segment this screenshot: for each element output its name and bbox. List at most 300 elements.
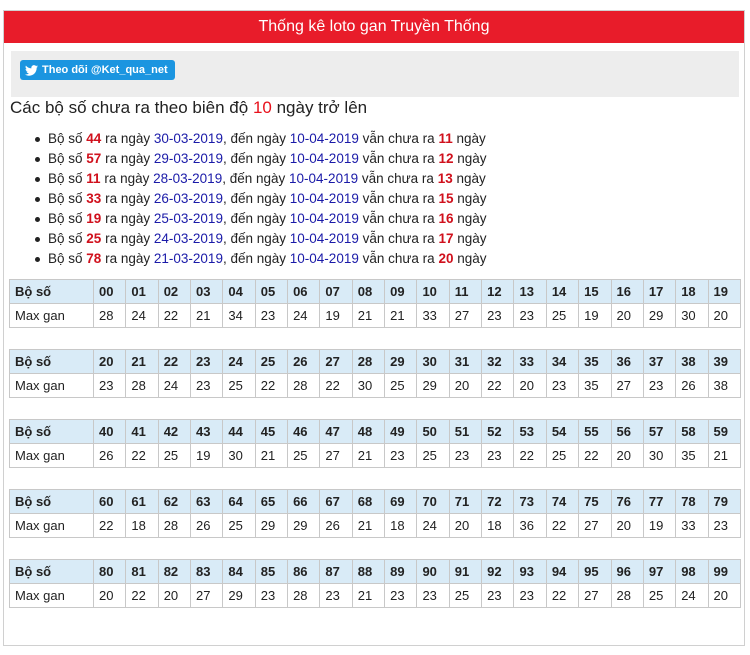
number-cell: 31 bbox=[449, 350, 481, 374]
label-ra-ngay: ra ngày bbox=[105, 131, 151, 146]
row-label: Max gan bbox=[10, 584, 94, 608]
number-cell: 10 bbox=[417, 280, 449, 304]
to-date: 10-04-2019 bbox=[289, 171, 359, 186]
max-gan-cell: 20 bbox=[611, 444, 643, 468]
number-cell: 64 bbox=[223, 490, 255, 514]
number-cell: 52 bbox=[482, 420, 514, 444]
max-gan-cell: 23 bbox=[546, 374, 578, 398]
row-label: Max gan bbox=[10, 514, 94, 538]
list-item bbox=[32, 229, 487, 249]
number-cell: 76 bbox=[611, 490, 643, 514]
max-gan-cell: 27 bbox=[611, 374, 643, 398]
number-cell: 41 bbox=[126, 420, 158, 444]
max-gan-cell: 20 bbox=[94, 584, 126, 608]
number-cell: 91 bbox=[449, 560, 481, 584]
max-gan-cell: 25 bbox=[546, 444, 578, 468]
list-item bbox=[32, 169, 487, 189]
max-gan-cell: 33 bbox=[417, 304, 449, 328]
label-ra-ngay: ra ngày bbox=[105, 211, 151, 226]
label-den-ngay: , đến ngày bbox=[222, 231, 287, 246]
number-cell: 69 bbox=[385, 490, 417, 514]
max-gan-cell: 19 bbox=[643, 514, 675, 538]
table-row bbox=[10, 304, 741, 328]
max-gan-cell: 22 bbox=[126, 444, 158, 468]
number-cell: 88 bbox=[352, 560, 384, 584]
max-gan-cell: 23 bbox=[385, 584, 417, 608]
number-cell: 49 bbox=[385, 420, 417, 444]
max-gan-cell: 21 bbox=[191, 304, 223, 328]
heading-prefix: Các bộ số chưa ra theo biên độ bbox=[10, 98, 253, 117]
number-cell: 42 bbox=[158, 420, 190, 444]
table-row bbox=[10, 490, 741, 514]
table-row bbox=[10, 374, 741, 398]
number-cell: 72 bbox=[482, 490, 514, 514]
max-gan-cell: 21 bbox=[385, 304, 417, 328]
max-gan-cell: 21 bbox=[352, 304, 384, 328]
max-gan-cell: 23 bbox=[708, 514, 740, 538]
number-cell: 51 bbox=[449, 420, 481, 444]
row-label: Max gan bbox=[10, 444, 94, 468]
max-gan-cell: 27 bbox=[449, 304, 481, 328]
number-cell: 56 bbox=[611, 420, 643, 444]
number-cell: 54 bbox=[546, 420, 578, 444]
number-cell: 68 bbox=[352, 490, 384, 514]
row-label: Max gan bbox=[10, 304, 94, 328]
label-ngay: ngày bbox=[457, 151, 487, 166]
label-ra-ngay: ra ngày bbox=[105, 251, 151, 266]
header-label: Bộ số bbox=[10, 420, 94, 444]
max-gan-cell: 29 bbox=[417, 374, 449, 398]
number-cell: 17 bbox=[643, 280, 675, 304]
number-cell: 80 bbox=[94, 560, 126, 584]
number-cell: 96 bbox=[611, 560, 643, 584]
number-cell: 35 bbox=[579, 350, 611, 374]
from-date: 24-03-2019 bbox=[153, 231, 223, 246]
max-gan-cell: 25 bbox=[158, 444, 190, 468]
max-gan-cell: 25 bbox=[643, 584, 675, 608]
number-cell: 67 bbox=[320, 490, 352, 514]
max-gan-cell: 22 bbox=[126, 584, 158, 608]
label-van-chua-ra: vẫn chưa ra bbox=[362, 231, 435, 246]
max-gan-cell: 23 bbox=[385, 444, 417, 468]
label-ra-ngay: ra ngày bbox=[104, 171, 150, 186]
table-row bbox=[10, 514, 741, 538]
label-den-ngay: , đến ngày bbox=[222, 151, 287, 166]
number-cell: 27 bbox=[320, 350, 352, 374]
number-cell: 47 bbox=[320, 420, 352, 444]
number-cell: 70 bbox=[417, 490, 449, 514]
number-cell: 63 bbox=[191, 490, 223, 514]
max-gan-cell: 25 bbox=[417, 444, 449, 468]
max-gan-cell: 24 bbox=[676, 584, 708, 608]
number-cell: 87 bbox=[320, 560, 352, 584]
days-count: 13 bbox=[437, 171, 453, 186]
number-cell: 01 bbox=[126, 280, 158, 304]
number-cell: 59 bbox=[708, 420, 740, 444]
to-date: 10-04-2019 bbox=[289, 211, 359, 226]
max-gan-cell: 22 bbox=[579, 444, 611, 468]
max-gan-cell: 21 bbox=[352, 584, 384, 608]
label-den-ngay: , đến ngày bbox=[222, 131, 287, 146]
number-cell: 32 bbox=[482, 350, 514, 374]
from-date: 26-03-2019 bbox=[153, 191, 223, 206]
from-date: 25-03-2019 bbox=[153, 211, 223, 226]
max-gan-cell: 28 bbox=[288, 374, 320, 398]
table-row bbox=[10, 420, 741, 444]
max-gan-cell: 21 bbox=[255, 444, 287, 468]
max-gan-cell: 23 bbox=[449, 444, 481, 468]
number-cell: 30 bbox=[417, 350, 449, 374]
days-count: 15 bbox=[438, 191, 454, 206]
number-cell: 61 bbox=[126, 490, 158, 514]
table-row bbox=[10, 280, 741, 304]
max-gan-cell: 28 bbox=[288, 584, 320, 608]
number-cell: 21 bbox=[126, 350, 158, 374]
number-cell: 58 bbox=[676, 420, 708, 444]
max-gan-cell: 23 bbox=[482, 444, 514, 468]
number-cell: 37 bbox=[643, 350, 675, 374]
days-count: 17 bbox=[438, 231, 454, 246]
max-gan-cell: 22 bbox=[514, 444, 546, 468]
max-gan-cell: 19 bbox=[191, 444, 223, 468]
max-gan-cell: 26 bbox=[676, 374, 708, 398]
main-panel bbox=[3, 10, 745, 646]
max-gan-cell: 22 bbox=[255, 374, 287, 398]
number-cell: 09 bbox=[385, 280, 417, 304]
number-cell: 40 bbox=[94, 420, 126, 444]
list-item bbox=[32, 149, 487, 169]
header-label: Bộ số bbox=[10, 280, 94, 304]
number-cell: 46 bbox=[288, 420, 320, 444]
max-gan-cell: 25 bbox=[288, 444, 320, 468]
max-gan-cell: 19 bbox=[320, 304, 352, 328]
max-gan-tables bbox=[9, 279, 741, 629]
max-gan-cell: 23 bbox=[514, 584, 546, 608]
max-gan-cell: 27 bbox=[579, 584, 611, 608]
lottery-number: 25 bbox=[86, 231, 102, 246]
max-gan-table bbox=[9, 419, 741, 468]
max-gan-cell: 33 bbox=[676, 514, 708, 538]
max-gan-cell: 20 bbox=[449, 374, 481, 398]
number-cell: 95 bbox=[579, 560, 611, 584]
number-cell: 19 bbox=[708, 280, 740, 304]
max-gan-cell: 23 bbox=[191, 374, 223, 398]
list-item bbox=[32, 129, 487, 149]
max-gan-cell: 29 bbox=[643, 304, 675, 328]
number-cell: 34 bbox=[546, 350, 578, 374]
label-van-chua-ra: vẫn chưa ra bbox=[362, 131, 435, 146]
max-gan-cell: 22 bbox=[546, 584, 578, 608]
max-gan-cell: 23 bbox=[482, 584, 514, 608]
number-cell: 94 bbox=[546, 560, 578, 584]
max-gan-cell: 24 bbox=[158, 374, 190, 398]
to-date: 10-04-2019 bbox=[289, 231, 359, 246]
max-gan-table bbox=[9, 489, 741, 538]
max-gan-cell: 38 bbox=[708, 374, 740, 398]
max-gan-table bbox=[9, 559, 741, 608]
header-label: Bộ số bbox=[10, 490, 94, 514]
max-gan-cell: 20 bbox=[449, 514, 481, 538]
number-cell: 16 bbox=[611, 280, 643, 304]
table-row bbox=[10, 560, 741, 584]
list-item bbox=[32, 189, 487, 209]
label-van-chua-ra: vẫn chưa ra bbox=[362, 211, 435, 226]
label-ngay: ngày bbox=[457, 191, 487, 206]
max-gan-cell: 24 bbox=[126, 304, 158, 328]
label-den-ngay: , đến ngày bbox=[222, 251, 287, 266]
lottery-number: 57 bbox=[86, 151, 102, 166]
from-date: 21-03-2019 bbox=[153, 251, 223, 266]
label-ngay: ngày bbox=[456, 131, 486, 146]
from-date: 30-03-2019 bbox=[153, 131, 223, 146]
max-gan-cell: 34 bbox=[223, 304, 255, 328]
label-ngay: ngày bbox=[457, 251, 487, 266]
lottery-number: 11 bbox=[86, 171, 101, 186]
lottery-number: 78 bbox=[86, 251, 102, 266]
max-gan-cell: 25 bbox=[223, 374, 255, 398]
max-gan-cell: 18 bbox=[482, 514, 514, 538]
max-gan-cell: 20 bbox=[611, 514, 643, 538]
number-cell: 85 bbox=[255, 560, 287, 584]
number-cell: 12 bbox=[482, 280, 514, 304]
number-cell: 33 bbox=[514, 350, 546, 374]
number-cell: 71 bbox=[449, 490, 481, 514]
number-cell: 22 bbox=[158, 350, 190, 374]
number-cell: 48 bbox=[352, 420, 384, 444]
label-ngay: ngày bbox=[456, 171, 486, 186]
twitter-follow-label: Theo dõi @Ket_qua_net bbox=[42, 64, 168, 76]
number-cell: 90 bbox=[417, 560, 449, 584]
from-date: 28-03-2019 bbox=[153, 171, 223, 186]
label-bo-so: Bộ số bbox=[48, 251, 83, 266]
number-cell: 99 bbox=[708, 560, 740, 584]
number-cell: 24 bbox=[223, 350, 255, 374]
max-gan-cell: 22 bbox=[320, 374, 352, 398]
days-count: 20 bbox=[438, 251, 454, 266]
number-cell: 82 bbox=[158, 560, 190, 584]
number-cell: 73 bbox=[514, 490, 546, 514]
label-ngay: ngày bbox=[457, 211, 487, 226]
max-gan-cell: 35 bbox=[579, 374, 611, 398]
max-gan-cell: 27 bbox=[191, 584, 223, 608]
number-cell: 84 bbox=[223, 560, 255, 584]
number-cell: 13 bbox=[514, 280, 546, 304]
max-gan-cell: 36 bbox=[514, 514, 546, 538]
label-bo-so: Bộ số bbox=[48, 171, 83, 186]
header-label: Bộ số bbox=[10, 350, 94, 374]
label-bo-so: Bộ số bbox=[48, 131, 83, 146]
max-gan-cell: 28 bbox=[94, 304, 126, 328]
max-gan-cell: 30 bbox=[352, 374, 384, 398]
number-cell: 36 bbox=[611, 350, 643, 374]
max-gan-cell: 28 bbox=[126, 374, 158, 398]
label-bo-so: Bộ số bbox=[48, 151, 83, 166]
number-cell: 75 bbox=[579, 490, 611, 514]
max-gan-cell: 23 bbox=[255, 584, 287, 608]
table-row bbox=[10, 584, 741, 608]
max-gan-cell: 23 bbox=[482, 304, 514, 328]
number-cell: 78 bbox=[676, 490, 708, 514]
number-cell: 98 bbox=[676, 560, 708, 584]
max-gan-cell: 30 bbox=[643, 444, 675, 468]
max-gan-cell: 20 bbox=[708, 304, 740, 328]
max-gan-cell: 35 bbox=[676, 444, 708, 468]
number-cell: 08 bbox=[352, 280, 384, 304]
max-gan-cell: 23 bbox=[255, 304, 287, 328]
list-item bbox=[32, 249, 487, 269]
label-ra-ngay: ra ngày bbox=[105, 151, 151, 166]
heading-suffix: ngày trở lên bbox=[271, 98, 368, 117]
label-van-chua-ra: vẫn chưa ra bbox=[362, 151, 435, 166]
lottery-number: 33 bbox=[86, 191, 102, 206]
max-gan-cell: 26 bbox=[94, 444, 126, 468]
max-gan-cell: 19 bbox=[579, 304, 611, 328]
number-cell: 44 bbox=[223, 420, 255, 444]
number-cell: 89 bbox=[385, 560, 417, 584]
max-gan-cell: 22 bbox=[94, 514, 126, 538]
label-den-ngay: , đến ngày bbox=[222, 211, 287, 226]
number-cell: 15 bbox=[579, 280, 611, 304]
label-ra-ngay: ra ngày bbox=[105, 231, 151, 246]
max-gan-cell: 23 bbox=[643, 374, 675, 398]
max-gan-cell: 23 bbox=[514, 304, 546, 328]
from-date: 29-03-2019 bbox=[153, 151, 223, 166]
max-gan-cell: 29 bbox=[255, 514, 287, 538]
label-ra-ngay: ra ngày bbox=[105, 191, 151, 206]
label-den-ngay: , đến ngày bbox=[222, 171, 286, 186]
max-gan-cell: 23 bbox=[417, 584, 449, 608]
max-gan-cell: 22 bbox=[482, 374, 514, 398]
number-cell: 65 bbox=[255, 490, 287, 514]
label-bo-so: Bộ số bbox=[48, 231, 83, 246]
number-cell: 50 bbox=[417, 420, 449, 444]
number-cell: 79 bbox=[708, 490, 740, 514]
number-cell: 93 bbox=[514, 560, 546, 584]
number-cell: 02 bbox=[158, 280, 190, 304]
max-gan-cell: 18 bbox=[126, 514, 158, 538]
max-gan-cell: 26 bbox=[191, 514, 223, 538]
gan-list bbox=[32, 129, 487, 269]
number-cell: 20 bbox=[94, 350, 126, 374]
number-cell: 05 bbox=[255, 280, 287, 304]
to-date: 10-04-2019 bbox=[289, 251, 359, 266]
social-bar bbox=[11, 51, 739, 97]
days-count: 11 bbox=[438, 131, 453, 146]
max-gan-cell: 21 bbox=[708, 444, 740, 468]
number-cell: 60 bbox=[94, 490, 126, 514]
max-gan-cell: 20 bbox=[611, 304, 643, 328]
heading-threshold: 10 bbox=[252, 98, 272, 117]
to-date: 10-04-2019 bbox=[289, 191, 359, 206]
label-van-chua-ra: vẫn chưa ra bbox=[361, 171, 434, 186]
number-cell: 53 bbox=[514, 420, 546, 444]
max-gan-cell: 21 bbox=[352, 514, 384, 538]
number-cell: 14 bbox=[546, 280, 578, 304]
max-gan-cell: 29 bbox=[223, 584, 255, 608]
row-label: Max gan bbox=[10, 374, 94, 398]
number-cell: 83 bbox=[191, 560, 223, 584]
days-count: 16 bbox=[438, 211, 454, 226]
number-cell: 28 bbox=[352, 350, 384, 374]
number-cell: 55 bbox=[579, 420, 611, 444]
number-cell: 25 bbox=[255, 350, 287, 374]
max-gan-cell: 22 bbox=[158, 304, 190, 328]
max-gan-cell: 27 bbox=[320, 444, 352, 468]
page-title: Thống kê loto gan Truyền Thống bbox=[4, 11, 744, 43]
label-ngay: ngày bbox=[457, 231, 487, 246]
max-gan-cell: 23 bbox=[94, 374, 126, 398]
to-date: 10-04-2019 bbox=[289, 131, 359, 146]
number-cell: 04 bbox=[223, 280, 255, 304]
number-cell: 92 bbox=[482, 560, 514, 584]
max-gan-cell: 30 bbox=[676, 304, 708, 328]
table-row bbox=[10, 444, 741, 468]
list-item bbox=[32, 209, 487, 229]
max-gan-cell: 20 bbox=[708, 584, 740, 608]
max-gan-cell: 22 bbox=[546, 514, 578, 538]
number-cell: 97 bbox=[643, 560, 675, 584]
max-gan-cell: 25 bbox=[223, 514, 255, 538]
label-den-ngay: , đến ngày bbox=[222, 191, 287, 206]
number-cell: 26 bbox=[288, 350, 320, 374]
max-gan-cell: 28 bbox=[158, 514, 190, 538]
twitter-bird-icon bbox=[25, 65, 38, 76]
number-cell: 45 bbox=[255, 420, 287, 444]
number-cell: 18 bbox=[676, 280, 708, 304]
number-cell: 00 bbox=[94, 280, 126, 304]
label-van-chua-ra: vẫn chưa ra bbox=[362, 251, 435, 266]
lottery-number: 44 bbox=[86, 131, 102, 146]
number-cell: 07 bbox=[320, 280, 352, 304]
number-cell: 86 bbox=[288, 560, 320, 584]
number-cell: 74 bbox=[546, 490, 578, 514]
max-gan-cell: 25 bbox=[449, 584, 481, 608]
header-label: Bộ số bbox=[10, 560, 94, 584]
max-gan-cell: 18 bbox=[385, 514, 417, 538]
max-gan-cell: 21 bbox=[352, 444, 384, 468]
days-count: 12 bbox=[438, 151, 454, 166]
max-gan-cell: 28 bbox=[611, 584, 643, 608]
number-cell: 39 bbox=[708, 350, 740, 374]
number-cell: 38 bbox=[676, 350, 708, 374]
to-date: 10-04-2019 bbox=[289, 151, 359, 166]
twitter-follow-button[interactable] bbox=[20, 60, 175, 80]
number-cell: 62 bbox=[158, 490, 190, 514]
number-cell: 11 bbox=[449, 280, 481, 304]
max-gan-cell: 20 bbox=[514, 374, 546, 398]
max-gan-cell: 20 bbox=[158, 584, 190, 608]
max-gan-cell: 24 bbox=[417, 514, 449, 538]
max-gan-cell: 24 bbox=[288, 304, 320, 328]
number-cell: 81 bbox=[126, 560, 158, 584]
lottery-number: 19 bbox=[86, 211, 102, 226]
number-cell: 03 bbox=[191, 280, 223, 304]
number-cell: 43 bbox=[191, 420, 223, 444]
table-row bbox=[10, 350, 741, 374]
max-gan-cell: 23 bbox=[320, 584, 352, 608]
max-gan-table bbox=[9, 279, 741, 328]
number-cell: 29 bbox=[385, 350, 417, 374]
max-gan-cell: 26 bbox=[320, 514, 352, 538]
label-van-chua-ra: vẫn chưa ra bbox=[362, 191, 435, 206]
max-gan-cell: 30 bbox=[223, 444, 255, 468]
max-gan-cell: 25 bbox=[385, 374, 417, 398]
number-cell: 23 bbox=[191, 350, 223, 374]
number-cell: 66 bbox=[288, 490, 320, 514]
number-cell: 06 bbox=[288, 280, 320, 304]
number-cell: 57 bbox=[643, 420, 675, 444]
max-gan-cell: 27 bbox=[579, 514, 611, 538]
